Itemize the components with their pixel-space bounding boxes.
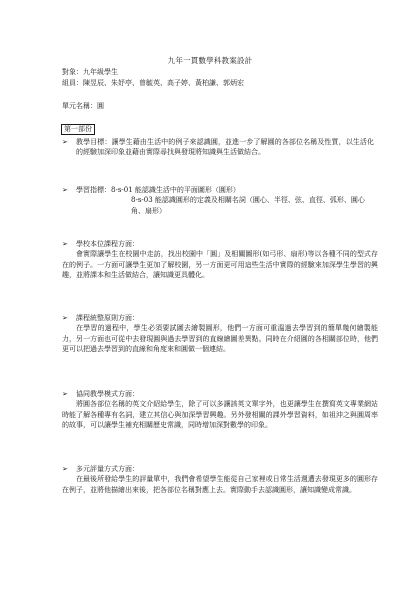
integration-heading: 課程統整原則方面： [76, 314, 139, 322]
section-integration [62, 313, 378, 355]
bullet-arrow-icon: ➢ [62, 240, 68, 248]
group-members: 組員：陳昱辰、朱妤亭、曾毓英、高子婷、黃柏謙、郭炳宏 [62, 79, 244, 87]
assessment-heading: 多元評量方式方面： [76, 465, 139, 473]
part-label: 第一部份 [61, 124, 95, 135]
unit-name: 單元名稱：圓 [62, 102, 104, 110]
indicators-label: 學習指標： [76, 186, 111, 194]
target-audience: 對象：九年級學生 [62, 68, 118, 76]
school-based-heading: 學校本位課程方面： [76, 240, 139, 248]
indicator-2: 8-s-03 能認識圓形的定義及相關名詞（圓心、半徑、弦、直徑、弧形、圓心角、扇形） [131, 196, 365, 215]
bullet-arrow-icon: ➢ [62, 465, 68, 473]
bullet-arrow-icon: ➢ [62, 390, 68, 398]
cooperative-heading: 協同教學模式方面： [76, 390, 139, 398]
school-based-body: 會實際讓學生在校園中走訪，找出校園中「圓」及相關圖形(如弓形、扇形)等以各種不同的型式存在的例子。一方面可讓學生更加了解校園，另一方面更可用這些生活中實際的經驗來加深學生學習的興趣，並將課本和生活做結合，讓知識更具體化。 [62, 250, 378, 280]
bullet-arrow-icon: ➢ [62, 186, 68, 194]
section-indicators [62, 185, 371, 216]
bullet-arrow-icon: ➢ [62, 314, 68, 322]
indicator-row-1 [76, 185, 371, 195]
integration-body: 在學習的過程中，學生必須要試圖去繪製圓形，他們一方面可重溫過去學習到的簡單幾何繪製能力，另一方面也可從中去發現圓與過去學習到的直線繪圖差異點。同時在介紹圓的各相關部位時，他們更可以把過去學習到的直線和角度來和圓做一個連結。 [62, 324, 378, 354]
section-objective [62, 137, 374, 158]
section-cooperative [62, 389, 378, 431]
cooperative-body: 將圓各部位名稱的英文介紹給學生，除了可以多讓該英文單字外，也更讓學生在撰寫英文專業網站時能了解各種專有名詞，建立其信心與加深學習興趣。另外發相關的課外學習資料，如祖沖之與圓周率的故事，可以讓學生補充相關歷史常識，同時增加深對數學的印象。 [62, 400, 378, 430]
section-assessment [62, 464, 378, 495]
assessment-body: 在最後所發給學生的評量單中，我們會希望學生能從自己家裡或日常生活週遭去發現更多的圓形存在例子，並將他描繪出來後，把各部位名稱對應上去。實際動手去認識圓形，讓知識變成常識。 [62, 475, 378, 494]
objective-text: 教學目標：讓學生藉由生活中的例子來認識圓，並進一步了解圓的各部位名稱及性質，以生活化的經驗加深印象並藉由實際尋找與發現將知識與生活做結合。 [76, 138, 374, 157]
section-school-based [62, 239, 378, 281]
indicator-1: 8-s-01 能認識生活中的平面圖形（圓形） [111, 186, 240, 194]
document-title: 九年一貫數學科教案設計 [167, 56, 253, 65]
bullet-arrow-icon: ➢ [62, 138, 68, 146]
